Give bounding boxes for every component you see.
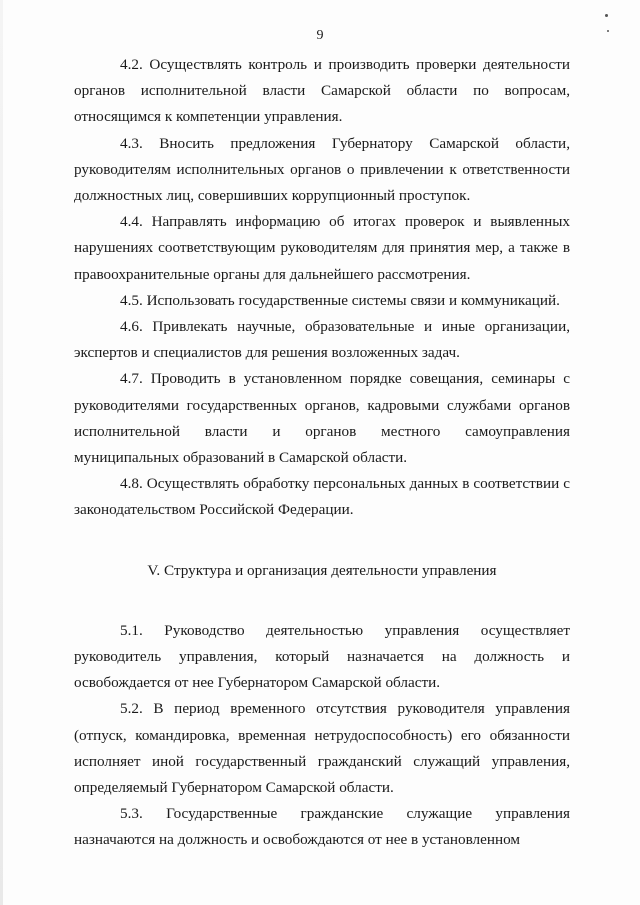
paragraph-5-2: 5.2. В период временного отсутствия руководителя управления (отпуск, командировка, временная нетрудоспособность) его обязанности исполняет иной государственный гражданский служащий управления, определяемый Губернатором Самарской области. (74, 700, 570, 797)
scan-edge (0, 0, 3, 905)
paragraph-4-6: 4.6. Привлекать научные, образовательные и иные организации, экспертов и специалистов для решения возложенных задач. (74, 318, 570, 362)
paragraph-4-7: 4.7. Проводить в установленном порядке совещания, семинары с руководителями государственных органов, кадровыми службами органов исполнительной власти и органов местного самоуправления муниципальных образований в Самарской области. (74, 370, 570, 467)
paragraph-5-3: 5.3. Государственные гражданские служащие управления назначаются на должность и освобождаются от нее в установленном (74, 805, 570, 849)
paragraph-4-4: 4.4. Направлять информацию об итогах проверок и выявленных нарушениях соответствующим руководителям для принятия мер, а также в правоохранительные органы для дальнейшего рассмотрения. (74, 213, 570, 283)
paragraph-5-1: 5.1. Руководство деятельностью управления осуществляет руководитель управления, который назначается на должность и освобождается от нее Губернатором Самарской области. (74, 621, 570, 692)
paragraph-4-3: 4.3. Вносить предложения Губернатору Самарской области, руководителям исполнительных органов о привлечении к ответственности должностных лиц, совершивших коррупционный проступок. (74, 134, 570, 205)
paragraph-4-8: 4.8. Осуществлять обработку персональных данных в соответствии с законодательством Российской Федерации. (74, 475, 570, 519)
paragraph-4-2: 4.2. Осуществлять контроль и производить проверки деятельности органов исполнительной власти Самарской области по вопросам, относящимся к компетенции управления. (74, 56, 570, 126)
page-number: 9 (316, 28, 324, 43)
scan-speck (605, 14, 608, 17)
section-heading: V. Структура и организация деятельности управления (147, 561, 497, 579)
document-body (74, 52, 570, 854)
paragraph-4-5: 4.5. Использовать государственные системы связи и коммуникаций. (120, 291, 560, 309)
